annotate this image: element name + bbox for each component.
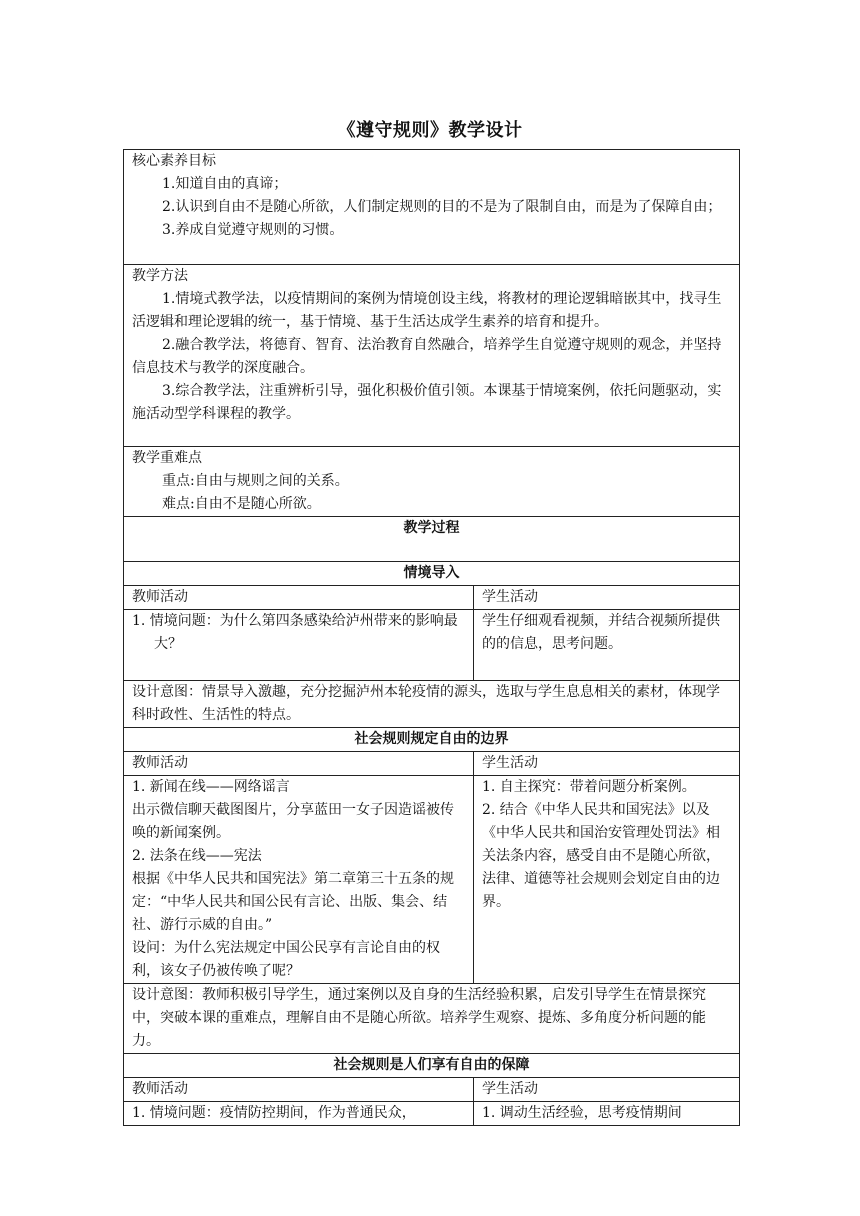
key-point: 重点:自由与规则之间的关系。	[162, 473, 349, 489]
design-intent: 设计意图：情景导入激趣，充分挖掘泸州本轮疫情的源头，选取与学生息息相关的素材，体现学科时政性、生活性的特点。	[132, 684, 720, 723]
section-title-row	[124, 1054, 740, 1078]
activity-head-row	[124, 586, 740, 610]
goal-item: 2.认识到自由不是随心所欲，人们制定规则的目的不是为了限制自由，而是为了保障自由；	[162, 199, 722, 215]
section-title-row	[124, 562, 740, 586]
student-activity-head: 学生活动	[474, 752, 740, 776]
activity-row	[124, 610, 740, 681]
teacher-activity-text: 1. 情境问题：为什么第四条感染给泸州带来的影响最大？	[132, 613, 458, 652]
teacher-activity-line: 1. 新闻在线——网络谣言	[132, 779, 290, 795]
intent-row	[124, 984, 740, 1054]
goals-row	[124, 150, 740, 265]
student-activity-line: 1. 自主探究：带着问题分析案例。	[482, 779, 696, 795]
student-activity-text: 1. 调动生活经验，思考疫情期间	[482, 1105, 682, 1121]
student-activity-head: 学生活动	[474, 1078, 740, 1102]
teacher-activity-head: 教师活动	[124, 1078, 474, 1102]
teacher-activity-line: 出示微信聊天截图图片，分享蓝田一女子因造谣被传唤的新闻案例。	[132, 802, 454, 841]
lesson-plan-table	[123, 149, 740, 1126]
difficulty-row	[124, 447, 740, 517]
goal-item: 3.养成自觉遵守规则的习惯。	[162, 222, 344, 238]
teacher-activity-text: 1. 情境问题：疫情防控期间，作为普通民众，	[132, 1105, 416, 1121]
methods-heading: 教学方法	[132, 268, 188, 284]
section2-title: 社会规则规定自由的边界	[124, 728, 740, 752]
student-activity-line: 2. 结合《中华人民共和国宪法》以及《中华人民共和国治安管理处罚法》相关法条内容，感受自由不是随心所欲，法律、道德等社会规则会划定自由的边界。	[482, 802, 720, 910]
goals-heading: 核心素养目标	[132, 153, 216, 169]
process-title: 教学过程	[124, 517, 740, 562]
methods-row	[124, 265, 740, 447]
student-activity-head: 学生活动	[474, 586, 740, 610]
section1-title: 情境导入	[124, 562, 740, 586]
teacher-activity-head: 教师活动	[124, 752, 474, 776]
teacher-activity-line: 2. 法条在线——宪法	[132, 848, 262, 864]
design-intent: 设计意图：教师积极引导学生，通过案例以及自身的生活经验积累，启发引导学生在情景探究中，突破本课的重难点，理解自由不是随心所欲。培养学生观察、提炼、多角度分析问题的能力。	[132, 987, 706, 1049]
activity-row	[124, 1102, 740, 1126]
section3-title: 社会规则是人们享有自由的保障	[124, 1054, 740, 1078]
activity-head-row	[124, 752, 740, 776]
activity-row	[124, 776, 740, 984]
method-item: 3.综合教学法，注重辨析引导，强化积极价值引领。本课基于情境案例，依托问题驱动，实施活动型学科课程的教学。	[132, 383, 722, 422]
difficult-point: 难点:自由不是随心所欲。	[162, 496, 321, 512]
method-item: 1.情境式教学法，以疫情期间的案例为情境创设主线，将教材的理论逻辑暗嵌其中，找寻生活逻辑和理论逻辑的统一，基于情境、基于生活达成学生素养的培育和提升。	[132, 291, 722, 330]
student-activity-text: 学生仔细观看视频，并结合视频所提供的的信息，思考问题。	[482, 613, 720, 652]
goal-item: 1.知道自由的真谛；	[162, 176, 288, 192]
difficulty-heading: 教学重难点	[132, 450, 202, 466]
section-title-row	[124, 728, 740, 752]
intent-row	[124, 681, 740, 728]
teacher-activity-line: 根据《中华人民共和国宪法》第二章第三十五条的规定：“中华人民共和国公民有言论、出版、集会、结社、游行示威的自由。”	[132, 871, 454, 933]
teacher-activity-head: 教师活动	[124, 586, 474, 610]
process-title-row	[124, 517, 740, 562]
activity-head-row	[124, 1078, 740, 1102]
method-item: 2.融合教学法，将德育、智育、法治教育自然融合，培养学生自觉遵守规则的观念，并坚持信息技术与教学的深度融合。	[132, 337, 722, 376]
document-title: 《遵守规则》教学设计	[337, 120, 523, 141]
teacher-activity-line: 设问：为什么宪法规定中国公民享有言论自由的权利，该女子仍被传唤了呢？	[132, 940, 440, 979]
